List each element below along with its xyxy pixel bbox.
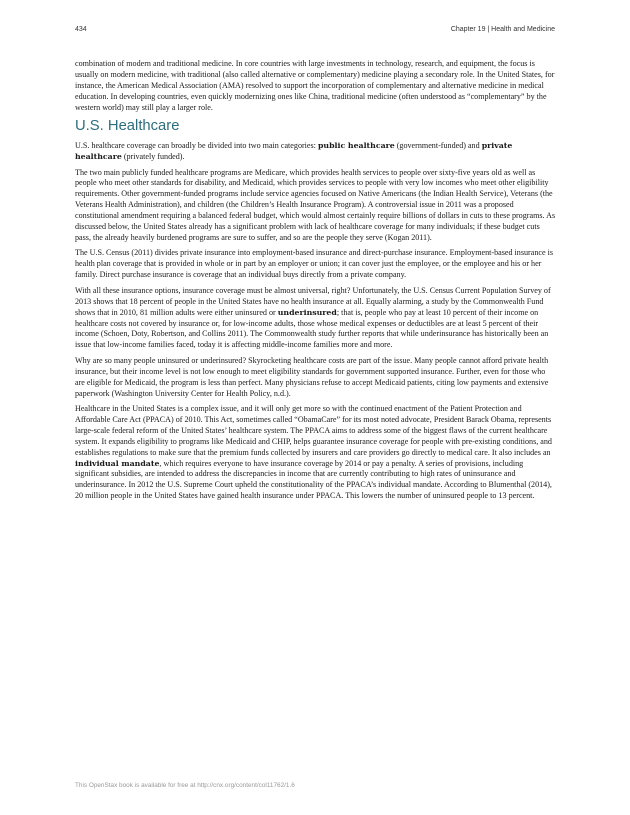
paragraph-text: (privately funded). xyxy=(121,152,185,162)
paragraph-text: U.S. healthcare coverage can broadly be divided into two main categories: xyxy=(75,141,318,151)
key-term-private-healthcare: private healthcare xyxy=(75,141,513,162)
section-heading: U.S. Healthcare xyxy=(75,118,180,135)
chapter-title: Chapter 19 | Health and Medicine xyxy=(450,26,555,33)
paragraph-coverage-categories xyxy=(75,141,557,163)
paragraph-underinsured xyxy=(75,286,557,351)
paragraph-text: (government-funded) and xyxy=(394,141,482,151)
intro-paragraph: combination of modern and traditional medicine. In core countries with large investments in technology, research, and equipment, the focus is usually on modern medicine, with traditional (also called alternative or complementary) medicine playing a secondary role. In the United States, for instance, the American Medical Association (AMA) resolved to support the incorporation of complementary and alternative medicine in medical education. In developing countries, even quickly modernizing ones like China, traditional medicine (often understood as “complementary” by the western world) may still play a larger role. xyxy=(75,59,555,112)
paragraph-public-programs: The two main publicly funded healthcare programs are Medicare, which provides health services to people over sixty-five years old as well as people who meet other standards for disability, and Medicaid, which provides services to people with very low incomes who meet other eligibility requirements. Other government-funded programs include service agencies focused on Native Americans (the Indian Health Service), Veterans (the Veterans Health Administration), and children (the Children’s Health Insurance Program). A controversial issue in 2011 was a proposed constitutional amendment requiring a balanced federal budget, which would almost certainly require billions of dollars in cuts to these programs. As discussed below, the United States already has a significant problem with lack of healthcare coverage for many individuals; if these budget cuts pass, the already heavily burdened programs are sure to suffer, and so are the people they serve (Kogan 2011). xyxy=(75,167,556,242)
paragraph-uninsured-reasons: Why are so many people uninsured or underinsured? Skyrocketing healthcare costs are part of the issue. Many people cannot afford private health insurance, but their income level is not low enough to meet eligibility standards for government supported insurance. Further, even for those who are eligible for Medicaid, the program is less than perfect. Many physicians refuse to accept Medicaid patients, citing low payments and extensive paperwork (Washington University Center for Health Policy, n.d.). xyxy=(75,355,549,398)
paragraph-private-insurance: The U.S. Census (2011) divides private insurance into employment-based insurance and direct-purchase insurance. Employment-based insurance is health plan coverage that is provided in whole or in part by an employer or union; it can cover just the employee, or the employee and his or her family. Direct purchase insurance is coverage that an individual buys directly from a private company. xyxy=(75,248,553,280)
key-term-public-healthcare: public healthcare xyxy=(317,141,395,151)
page-content xyxy=(75,59,557,507)
key-term-underinsured: underinsured xyxy=(277,307,337,317)
paragraph-ppaca xyxy=(75,404,557,502)
paragraph-text: Healthcare in the United States is a complex issue, and it will only get more so with the continued enactment of the Patient Protection and Affordable Care Act (PPACA) of 2010. This Act, sometimes called “ObamaCare” for its most noted advocate, President Barack Obama, represents large-scale federal reform of the United States’ healthcare system. The PPACA aims to address some of the biggest flaws of the current healthcare system. It expands eligibility to programs like Medicaid and CHIP, helps guarantee insurance coverage for people with pre-existing conditions, and establishes regulations to make sure that the premium funds collected by insurers and care providers go directly to medical care. It also includes an xyxy=(75,404,552,457)
page-number: 434 xyxy=(75,26,87,33)
page-footer: This OpenStax book is available for free at http://cnx.org/content/col11762/1.6 xyxy=(75,782,295,789)
paragraph-text: ; that is, people who pay at least 10 percent of their income on healthcare costs not covered by insurance or, for low-income adults, those whose medical expenses or deductibles are at least 5 percent of their income (Schoen, Doty, Robertson, and Collins 2011). The Commonwealth study further reports that while underinsurance has historically been an issue that low-income families faced, today it is affecting middle-income families more and more. xyxy=(75,307,549,350)
paragraph-text: , which requires everyone to have insurance coverage by 2014 or pay a penalty. A series of provisions, including significant subsidies, are intended to address the discrepancies in income that are currently contributing to high rates of uninsurance and underinsurance. In 2012 the U.S. Supreme Court upheld the constitutionality of the PPACA’s individual mandate. According to Blumenthal (2014), 20 million people in the United States have gained health insurance under PPACA. This lowers the number of uninsured people to 13 percent. xyxy=(75,458,552,501)
page-header xyxy=(75,26,555,38)
key-term-individual-mandate: individual mandate xyxy=(75,458,160,468)
paragraph-text: With all these insurance options, insurance coverage must be almost universal, right? Unfortunately, the U.S. Census Current Population Survey of 2013 shows that 18 percent of people in the United States have no health insurance at all. Equally alarming, a study by the Commonwealth Fund shows that in 2010, 81 million adults were either uninsured or xyxy=(75,285,551,317)
